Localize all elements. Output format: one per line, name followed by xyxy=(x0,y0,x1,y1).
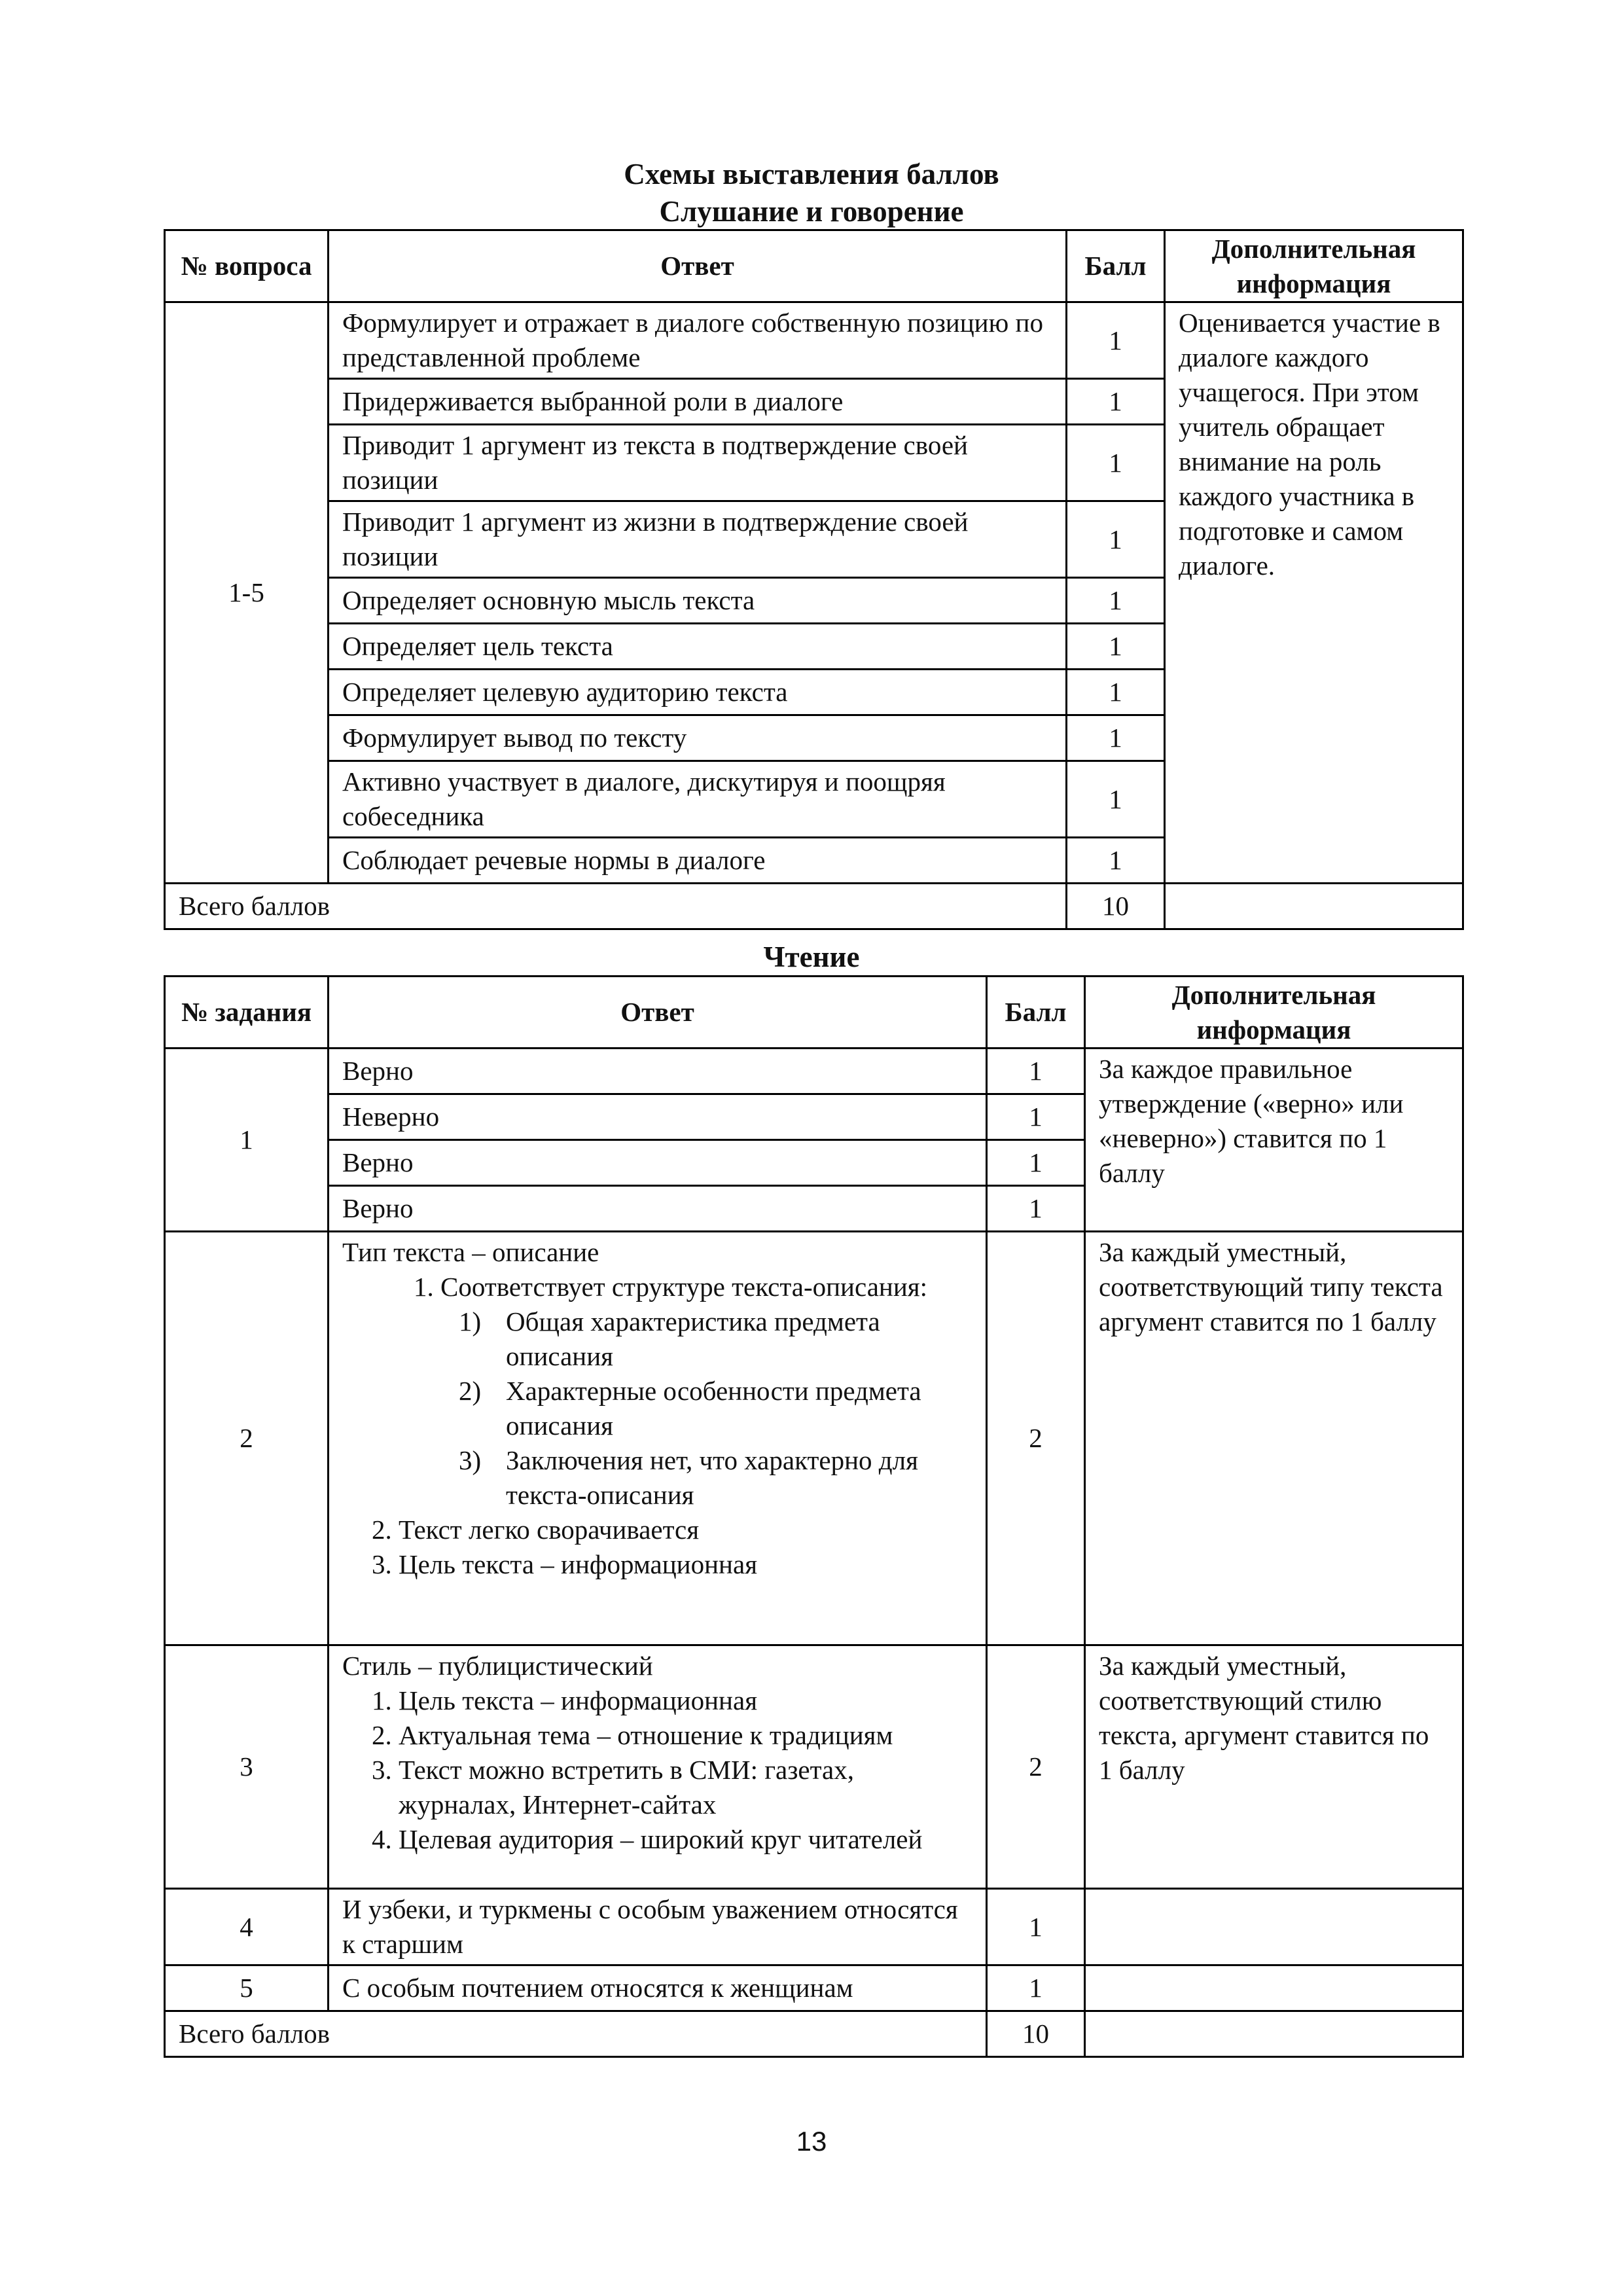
header-additional-info: Дополнительная информация xyxy=(1085,977,1463,1049)
list-item: 4. Целевая аудитория – широкий круг читателей xyxy=(399,1822,972,1857)
answer-cell: Верно xyxy=(329,1049,987,1094)
table-row xyxy=(165,1889,1463,1965)
score-cell: 1 xyxy=(1067,578,1165,624)
answer-list xyxy=(342,1513,972,1582)
answer-cell: Приводит 1 аргумент из текста в подтверждение своей позиции xyxy=(329,425,1067,501)
answer-cell: Определяет цель текста xyxy=(329,624,1067,670)
header-additional-info: Дополнительная информация xyxy=(1165,230,1463,302)
header-score: Балл xyxy=(987,977,1085,1049)
answer-cell: И узбеки, и туркмены с особым уважением относятся к старшим xyxy=(329,1889,987,1965)
score-cell: 1 xyxy=(1067,761,1165,838)
answer-cell: Приводит 1 аргумент из жизни в подтверждение своей позиции xyxy=(329,501,1067,578)
task-number: 5 xyxy=(165,1965,329,2011)
table-header-row xyxy=(165,230,1463,302)
total-label: Всего баллов xyxy=(165,884,1067,929)
score-cell: 1 xyxy=(987,1094,1085,1140)
score-cell: 1 xyxy=(1067,670,1165,715)
additional-info-cell: За каждый уместный, соответствующий стилю текста, аргумент ставится по 1 баллу xyxy=(1085,1645,1463,1889)
score-cell: 1 xyxy=(1067,624,1165,670)
answer-cell xyxy=(329,1645,987,1889)
list-item: Заключения нет, что характерно для текста-описания xyxy=(506,1445,918,1510)
header-task-number: № задания xyxy=(165,977,329,1049)
answer-cell: Неверно xyxy=(329,1094,987,1140)
list-item: Общая характеристика предмета описания xyxy=(506,1306,880,1371)
total-score: 10 xyxy=(1067,884,1165,929)
score-cell: 2 xyxy=(987,1232,1085,1645)
answer-cell: Формулирует и отражает в диалоге собственную позицию по представленной проблеме xyxy=(329,302,1067,379)
total-row xyxy=(165,884,1463,929)
section-title-listening: Слушание и говорение xyxy=(659,195,964,228)
answer-list xyxy=(342,1270,972,1513)
answer-cell: Активно участвует в диалоге, дискутируя и поощряя собеседника xyxy=(329,761,1067,838)
answer-cell: С особым почтением относятся к женщинам xyxy=(329,1965,987,2011)
answer-list xyxy=(342,1683,972,1857)
page-number: 13 xyxy=(796,2126,827,2157)
task-number: 1 xyxy=(165,1049,329,1232)
answer-cell: Придерживается выбранной роли в диалоге xyxy=(329,379,1067,425)
score-cell: 1 xyxy=(987,1186,1085,1232)
list-item: 3. Цель текста – информационная xyxy=(399,1547,972,1582)
total-info-empty xyxy=(1085,2011,1463,2057)
table-row xyxy=(165,1049,1463,1094)
total-score: 10 xyxy=(987,2011,1085,2057)
total-label: Всего баллов xyxy=(165,2011,987,2057)
score-cell: 1 xyxy=(987,1049,1085,1094)
list-item: 1. Соответствует структуре текста-описания: Общая характеристика предмета описания Характерные особенности предмета описания Заключения нет, что характерно для текста-описания xyxy=(440,1270,972,1513)
answer-cell: Определяет основную мысль текста xyxy=(329,578,1067,624)
score-cell: 1 xyxy=(1067,838,1165,884)
table-row xyxy=(165,302,1463,379)
header-answer: Ответ xyxy=(329,230,1067,302)
table-row xyxy=(165,1232,1463,1645)
list-item: Характерные особенности предмета описания xyxy=(506,1376,921,1441)
total-row xyxy=(165,2011,1463,2057)
list-item: 1. Цель текста – информационная xyxy=(399,1683,972,1718)
list-item: 2. Текст легко сворачивается xyxy=(399,1513,972,1547)
header-answer: Ответ xyxy=(329,977,987,1049)
section-title-reading: Чтение xyxy=(763,941,860,973)
additional-info-cell: Оценивается участие в диалоге каждого учащегося. При этом учитель обращает внимание на роль каждого участника в подготовке и самом диалоге. xyxy=(1165,302,1463,884)
answer-sublist xyxy=(440,1304,972,1513)
score-cell: 1 xyxy=(1067,302,1165,379)
score-cell: 1 xyxy=(1067,501,1165,578)
score-cell: 1 xyxy=(1067,715,1165,761)
table-row xyxy=(165,1645,1463,1889)
answer-cell: Соблюдает речевые нормы в диалоге xyxy=(329,838,1067,884)
task-number: 2 xyxy=(165,1232,329,1645)
table-row xyxy=(165,1965,1463,2011)
table-header-row xyxy=(165,977,1463,1049)
total-info-empty xyxy=(1165,884,1463,929)
header-score: Балл xyxy=(1067,230,1165,302)
additional-info-cell xyxy=(1085,1965,1463,2011)
score-cell: 1 xyxy=(1067,379,1165,425)
answer-heading: Стиль – публицистический xyxy=(342,1651,653,1681)
question-group-number: 1-5 xyxy=(165,302,329,884)
answer-heading: Тип текста – описание xyxy=(342,1237,599,1267)
additional-info-cell: За каждый уместный, соответствующий типу текста аргумент ставится по 1 баллу xyxy=(1085,1232,1463,1645)
additional-info-cell: За каждое правильное утверждение («верно» или «неверно») ставится по 1 баллу xyxy=(1085,1049,1463,1232)
main-title: Схемы выставления баллов xyxy=(624,158,999,190)
answer-cell: Верно xyxy=(329,1186,987,1232)
score-cell: 1 xyxy=(1067,425,1165,501)
score-cell: 1 xyxy=(987,1889,1085,1965)
answer-cell: Определяет целевую аудиторию текста xyxy=(329,670,1067,715)
score-cell: 2 xyxy=(987,1645,1085,1889)
task-number: 4 xyxy=(165,1889,329,1965)
listening-score-table xyxy=(164,229,1464,930)
reading-score-table xyxy=(164,975,1464,2058)
answer-cell xyxy=(329,1232,987,1645)
additional-info-cell xyxy=(1085,1889,1463,1965)
answer-cell: Верно xyxy=(329,1140,987,1186)
header-question-number: № вопроса xyxy=(165,230,329,302)
score-cell: 1 xyxy=(987,1965,1085,2011)
answer-cell: Формулирует вывод по тексту xyxy=(329,715,1067,761)
task-number: 3 xyxy=(165,1645,329,1889)
score-cell: 1 xyxy=(987,1140,1085,1186)
list-item: 3. Текст можно встретить в СМИ: газетах, журналах, Интернет-сайтах xyxy=(399,1753,972,1822)
list-item: 2. Актуальная тема – отношение к традициям xyxy=(399,1718,972,1753)
